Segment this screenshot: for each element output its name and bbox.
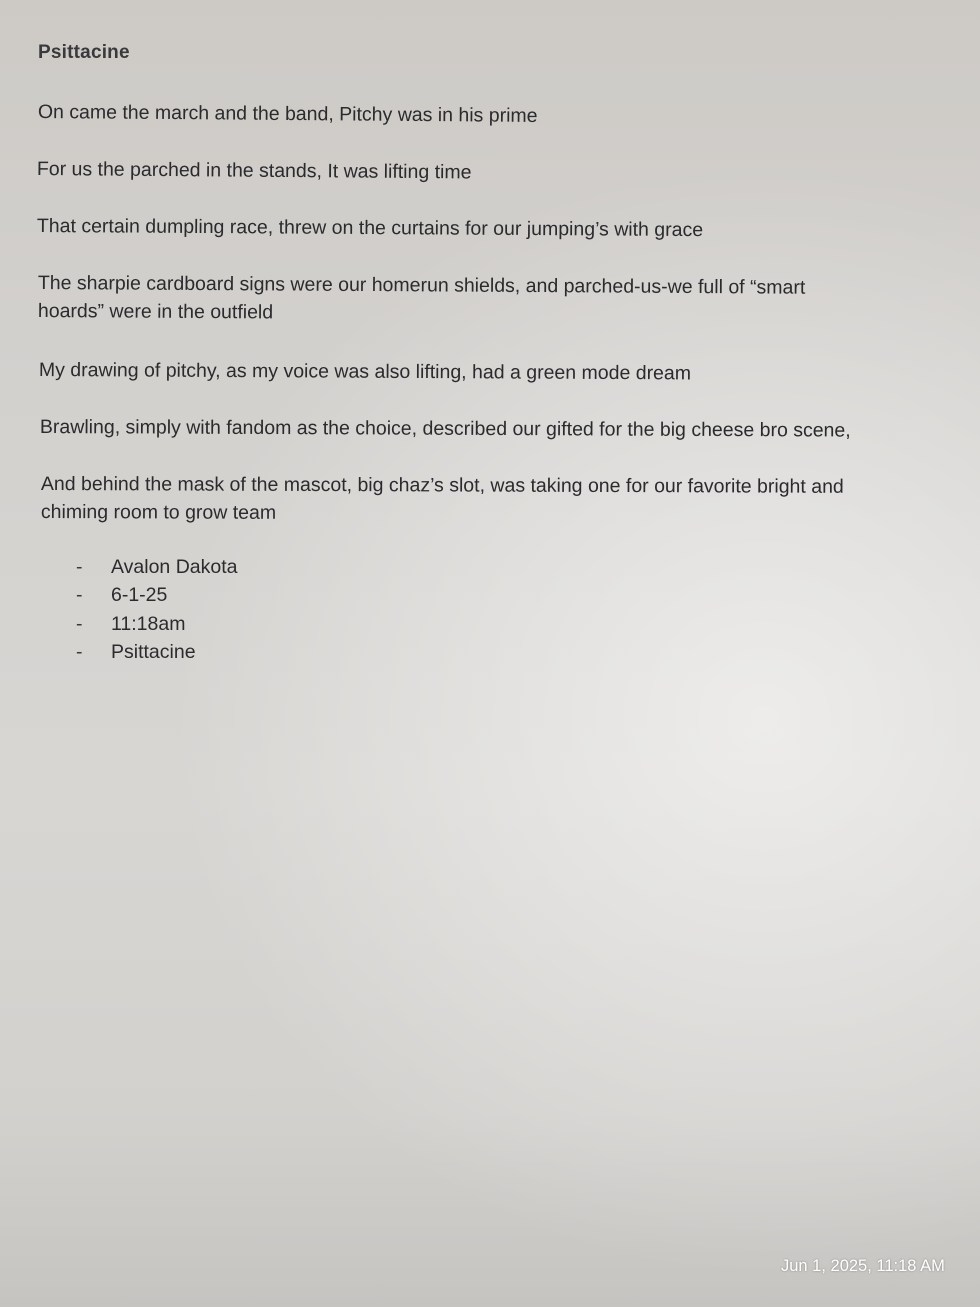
poem-line-6: Brawling, simply with fandom as the choice, described our gifted for the big cheese bro scene, bbox=[39, 415, 851, 442]
poem-line-7: And behind the mask of the mascot, big chaz’s slot, was taking one for our favorite bright and bbox=[40, 472, 844, 498]
signature-date: 6-1-25 bbox=[111, 584, 168, 607]
signature-author: Avalon Dakota bbox=[111, 556, 238, 578]
poem-line-4-continued: hoards” were in the outfield bbox=[37, 299, 274, 324]
poem-line-3: That certain dumpling race, threw on the curtains for our jumping’s with grace bbox=[36, 214, 704, 242]
signature-item-author bbox=[76, 553, 237, 581]
signature-time: 11:18am bbox=[111, 612, 186, 635]
signature-item-title bbox=[76, 638, 237, 666]
signature-list bbox=[76, 553, 237, 666]
list-dash: - bbox=[76, 612, 83, 635]
poem-line-2: For us the parched in the stands, It was lifting time bbox=[36, 157, 472, 184]
list-dash: - bbox=[76, 556, 83, 578]
poem-line-7-continued: chiming room to grow team bbox=[40, 500, 277, 524]
poem-title: Psittacine bbox=[38, 42, 130, 63]
photo-timestamp: Jun 1, 2025, 11:18 AM bbox=[781, 1257, 945, 1275]
poem-line-4: The sharpie cardboard signs were our homerun shields, and parched-us-we full of “smart bbox=[37, 271, 806, 299]
signature-item-time bbox=[76, 610, 237, 638]
list-dash: - bbox=[76, 584, 83, 607]
signature-title: Psittacine bbox=[111, 640, 196, 663]
poem-line-1: On came the march and the band, Pitchy was in his prime bbox=[37, 100, 538, 127]
signature-item-date bbox=[76, 581, 237, 609]
poem-line-5: My drawing of pitchy, as my voice was also lifting, had a green mode dream bbox=[38, 358, 692, 385]
list-dash: - bbox=[76, 640, 83, 663]
